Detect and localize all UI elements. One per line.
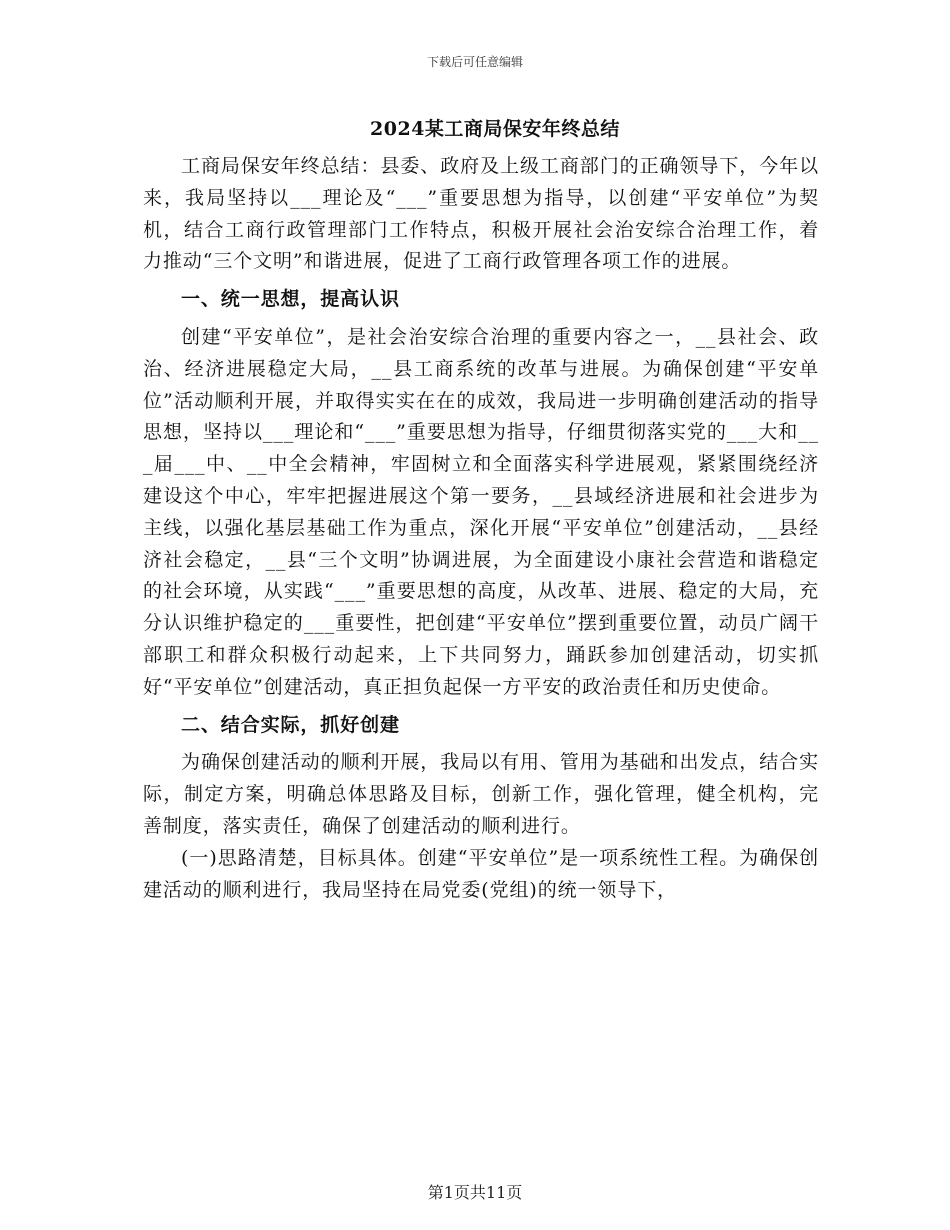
section-2-paragraph: 为确保创建活动的顺利开展，我局以有用、管用为基础和出发点，结合实际，制定方案，明确总体思路及目标，创新工作，强化管理，健全机构，完善制度，落实责任，确保了创建活动的顺利进行。: [143, 751, 819, 837]
header-note: 下载后可任意编辑: [426, 55, 523, 69]
document-title: 2024某工商局保安年终总结: [370, 118, 620, 140]
document-body: [143, 151, 819, 906]
page-number-footer: 第1页共11页: [427, 1183, 523, 1202]
intro-paragraph: 工商局保安年终总结：县委、政府及上级工商部门的正确领导下，今年以来，我局坚持以___理论及“___”重要思想为指导，以创建“平安单位”为契机，结合工商行政管理部门工作特点，积极开展社会治安综合治理工作，着力推动“三个文明”和谐进展，促进了工商行政管理各项工作的进展。: [143, 155, 819, 273]
section-1-paragraph: 创建“平安单位”，是社会治安综合治理的重要内容之一，__县社会、政治、经济进展稳定大局，__县工商系统的改革与进展。为确保创建“平安单位”活动顺利开展，并取得实实在在的成效，我局进一步明确创建活动的指导思想，坚持以___理论和“___”重要思想为指导，仔细贯彻落实党的___大和___届___中、__中全会精神，牢固树立和全面落实科学进展观，紧紧围绕经济建设这个中心，牢牢把握进展这个第一要务，__县域经济进展和社会进步为主线，以强化基层基础工作为重点，深化开展“平安单位”创建活动，__县经济社会稳定，__县“三个文明”协调进展，为全面建设小康社会营造和谐稳定的社会环境，从实践“___”重要思想的高度，从改革、进展、稳定的大局，充分认识维护稳定的___重要性，把创建“平安单位”摆到重要位置，动员广阔干部职工和群众积极行动起来，上下共同努力，踊跃参加创建活动，切实抓好“平安单位”创建活动，真正担负起保一方平安的政治责任和历史使命。: [143, 325, 819, 698]
section-heading-1: 一、统一思想，提高认识: [181, 288, 400, 311]
subsection-1-paragraph: (一)思路清楚，目标具体。创建“平安单位”是一项系统性工程。为确保创建活动的顺利进行，我局坚持在局党委(党组)的统一领导下，: [143, 846, 819, 901]
section-heading-2: 二、结合实际，抓好创建: [181, 713, 400, 736]
